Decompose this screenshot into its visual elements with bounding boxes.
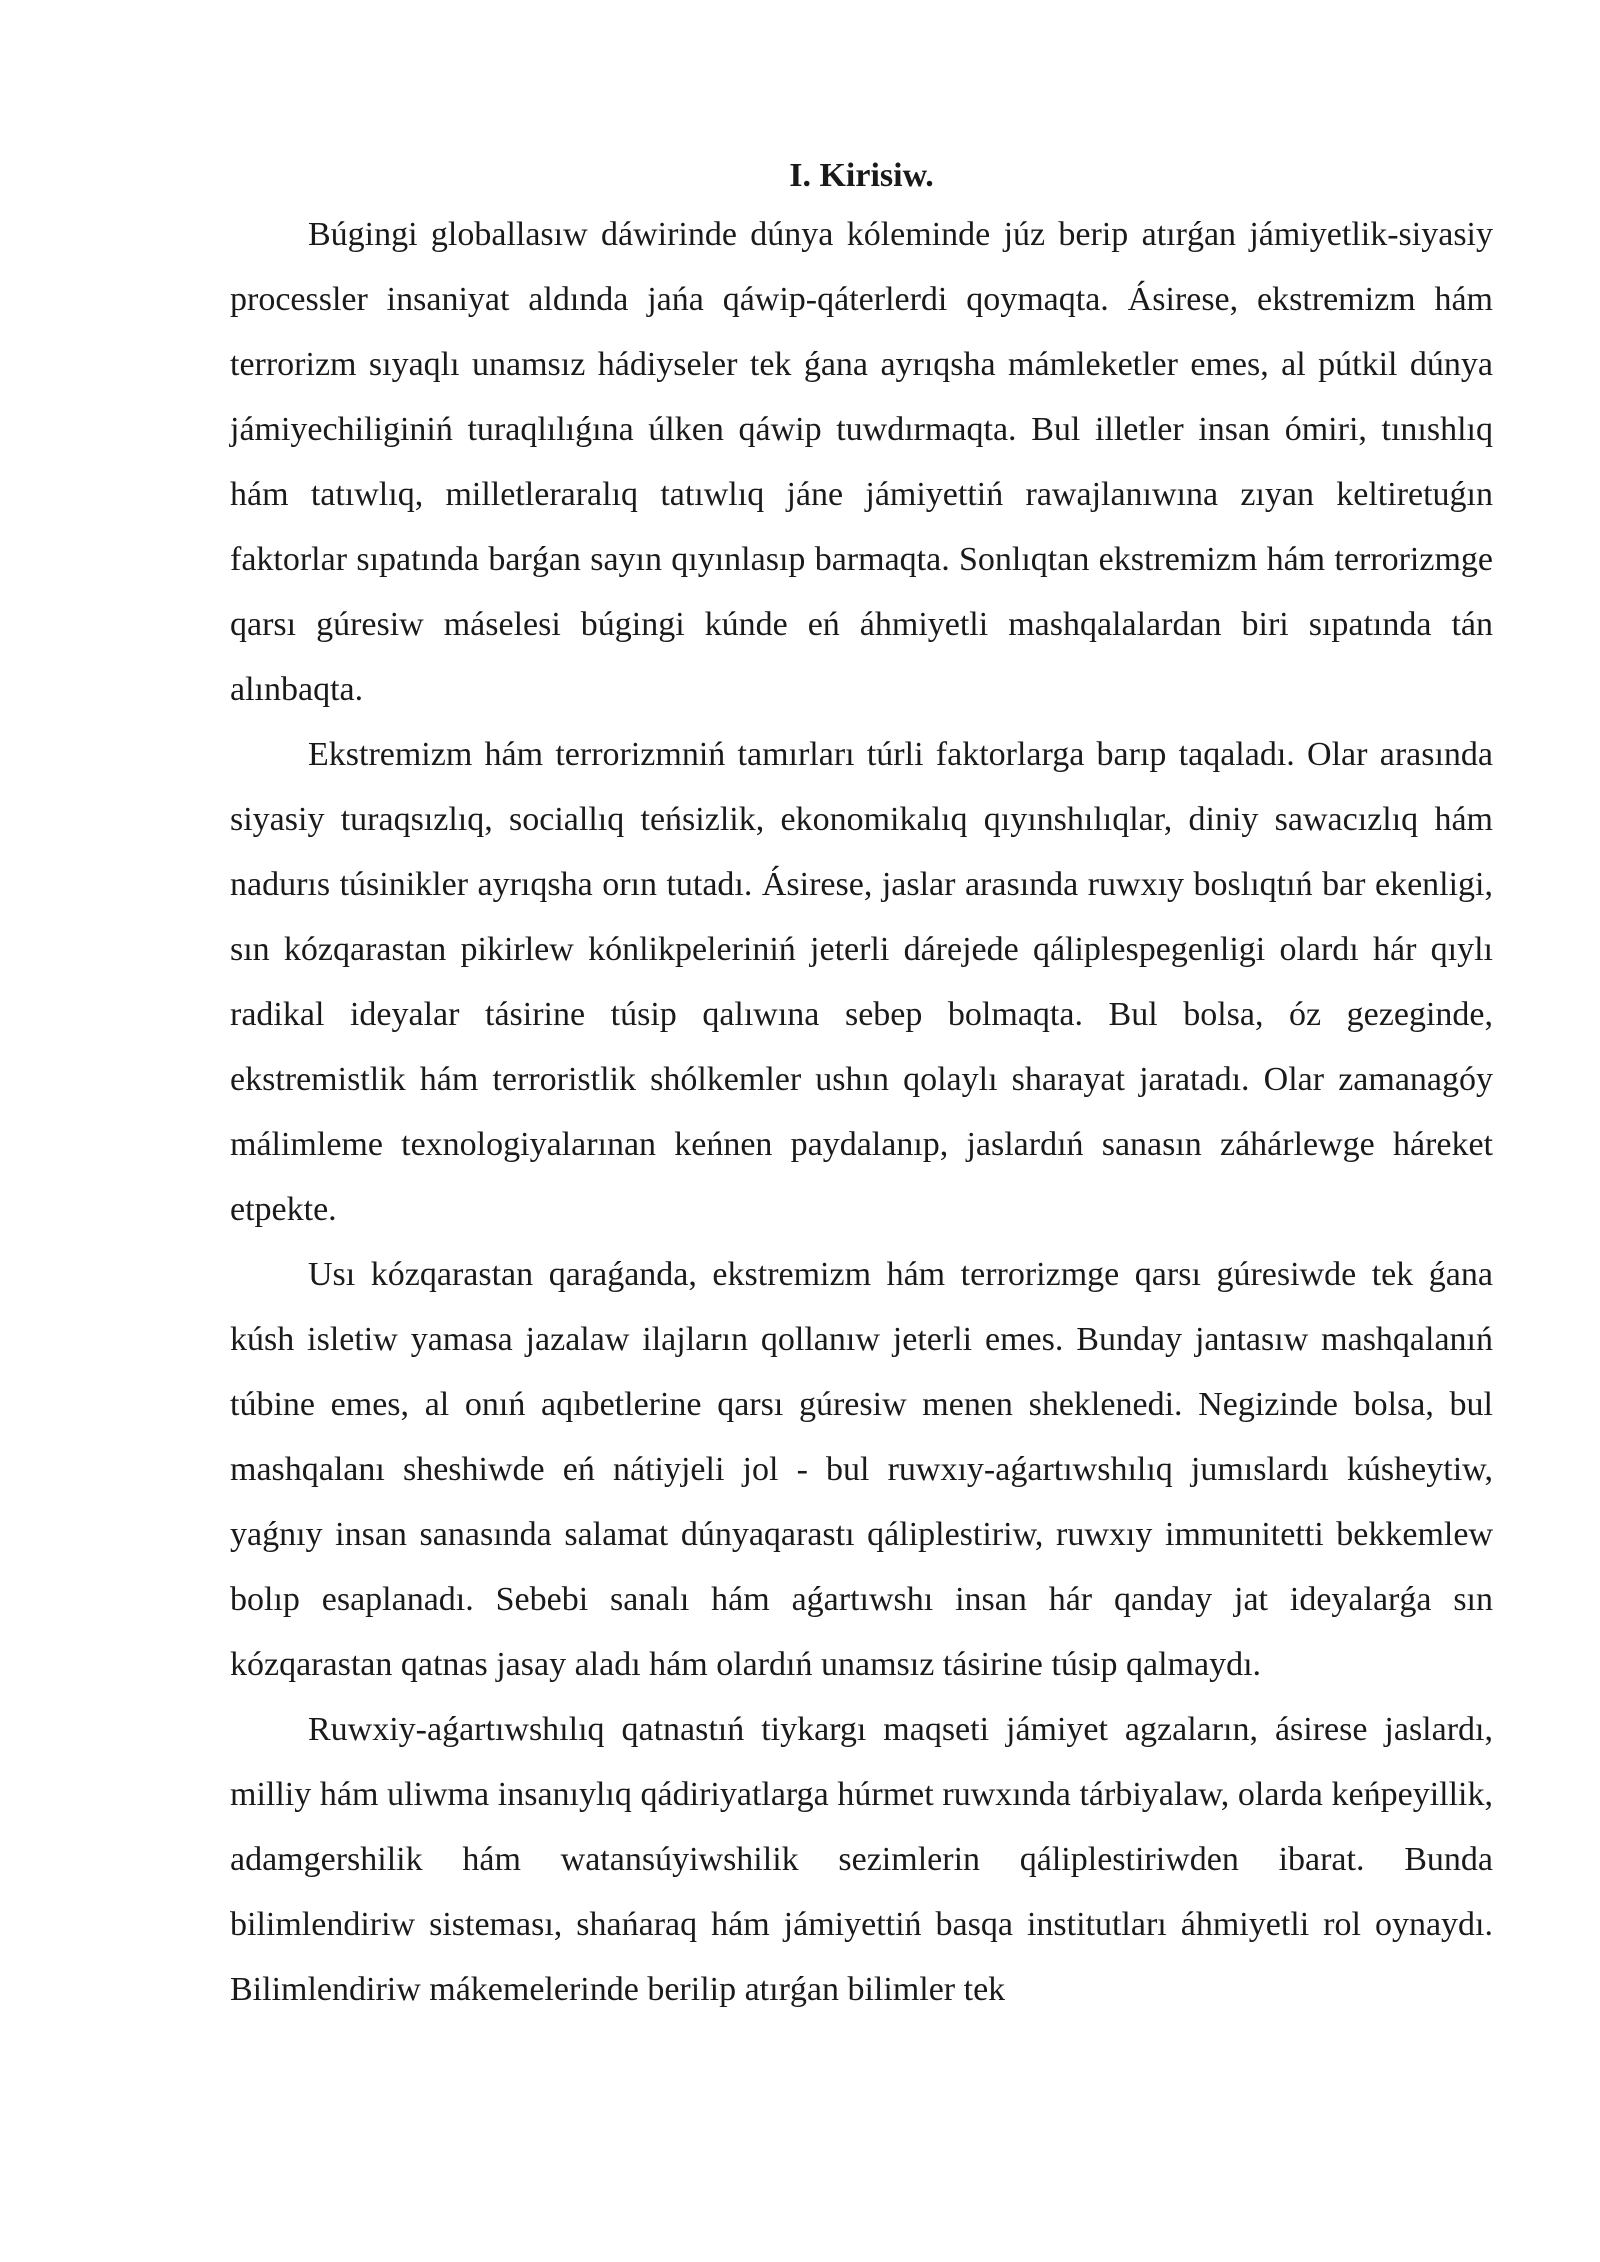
paragraph-1: Búgingi globallasıw dáwirinde dúnya kóleminde júz berip atırǵan jámiyetlik-siyasiy processler insaniyat aldında jańa qáwip-qáterlerdi qoymaqta. Ásirese, ekstremizm hám terrorizm sıyaqlı unamsız hádiyseler tek ǵana ayrıqsha mámleketler emes, al pútkil dúnya jámiyechiliginiń turaqlılıǵına úlken qáwip tuwdırmaqta. Bul illetler insan ómiri, tınıshlıq hám tatıwlıq, milletleraralıq tatıwlıq jáne jámiyettiń rawajlanıwına zıyan keltiretuǵın faktorlar sıpatında barǵan sayın qıyınlasıp barmaqta. Sonlıqtan ekstremizm hám terrorizmge qarsı gúresiw máselesi búgingi kúnde eń áhmiyetli mashqalalardan biri sıpatında tán alınbaqta. [230, 216, 1493, 708]
section-heading: I. Kirisiw. [789, 157, 934, 194]
paragraph-4: Ruwxiy-aǵartıwshılıq qatnastıń tiykargı maqseti jámiyet agzaların, ásirese jaslardı, milliy hám uliwma insanıylıq qádiriyatlarga húrmet ruwxında tárbiyalaw, olarda keńpeyillik, adamgershilik hám watansúyiwshilik sezimlerin qáliplestiriwden ibarat. Bunda bilimlendiriw sisteması, shańaraq hám jámiyettiń basqa institutları áhmiyetli rol oynaydı. Bilimlendiriw mákemelerinde berilip atırǵan bilimler tek [230, 1711, 1493, 2008]
paragraph-3: Usı kózqarastan qaraǵanda, ekstremizm hám terrorizmge qarsı gúresiwde tek ǵana kúsh isletiw yamasa jazalaw ilajların qollanıw jeterli emes. Bunday jantasıw mashqalanıń túbine emes, al onıń aqıbetlerine qarsı gúresiw menen sheklenedi. Negizinde bolsa, bul mashqalanı sheshiwde eń nátiyjeli jol - bul ruwxıy-aǵartıwshılıq jumıslardı kúsheytiw, yaǵnıy insan sanasında salamat dúnyaqarastı qáliplestiriw, ruwxıy immunitetti bekkemlew bolıp esaplanadı. Sebebi sanalı hám aǵartıwshı insan hár qanday jat ideyalarǵa sın kózqarastan qatnas jasay aladı hám olardıń unamsız tásirine túsip qalmaydı. [230, 1256, 1493, 1683]
document-body [230, 150, 1493, 2022]
paragraph-2: Ekstremizm hám terrorizmniń tamırları túrli faktorlarga barıp taqaladı. Olar arasında siyasiy turaqsızlıq, sociallıq teńsizlik, ekonomikalıq qıyınshılıqlar, diniy sawacızlıq hám nadurıs túsinikler ayrıqsha orın tutadı. Ásirese, jaslar arasında ruwxıy boslıqtıń bar ekenligi, sın kózqarastan pikirlew kónlikpeleriniń jeterli dárejede qáliplespegenligi olardı hár qıylı radikal ideyalar tásirine túsip qalıwına sebep bolmaqta. Bul bolsa, óz gezeginde, ekstremistlik hám terroristlik shólkemler ushın qolaylı sharayat jaratadı. Olar zamanagóy málimleme texnologiyalarınan keńnen paydalanıp, jaslardıń sanasın záhárlewge háreket etpekte. [230, 736, 1493, 1228]
